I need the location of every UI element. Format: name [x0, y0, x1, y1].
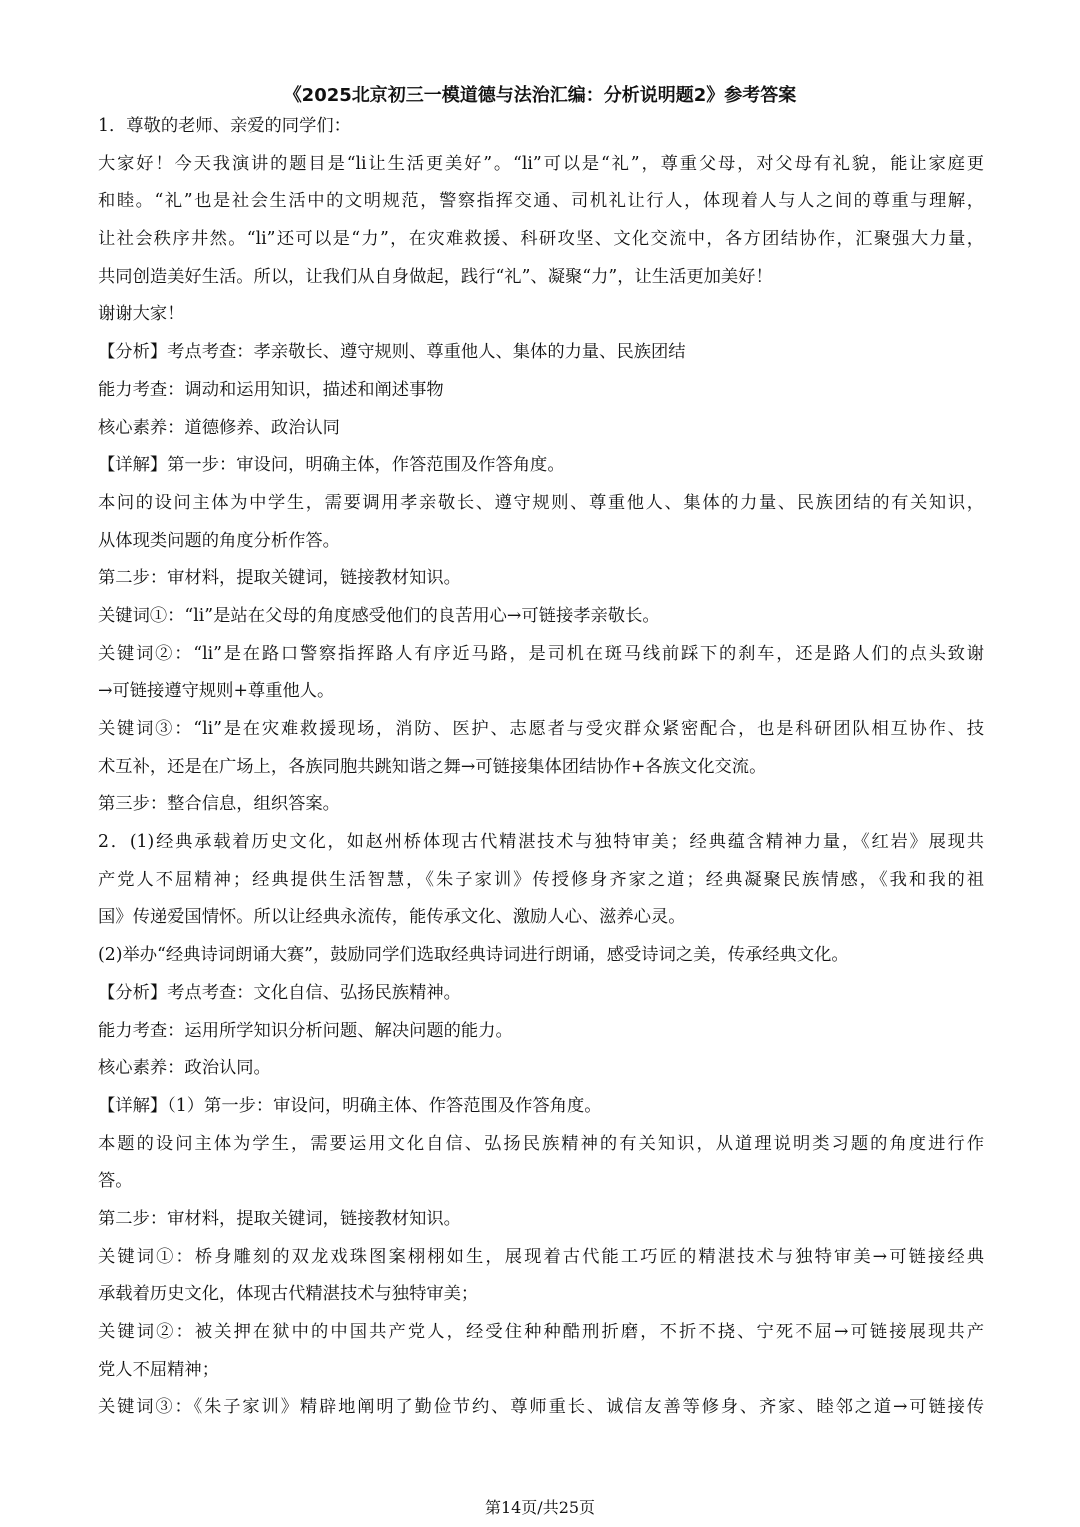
text-line: 和睦。“礼”也是社会生活中的文明规范，警察指挥交通、司机礼让行人，体现着人与人之间的尊重与理解， [98, 191, 984, 212]
text-line: 能力考查：调动和运用知识，描述和阐述事物 [98, 379, 444, 400]
text-line: 第三步：整合信息，组织答案。 [98, 794, 340, 815]
text-line: 党人不屈精神； [98, 1359, 219, 1380]
text-line: 能力考查：运用所学知识分析问题、解决问题的能力。 [98, 1020, 513, 1041]
page-number: 第14页/共25页 [484, 1498, 596, 1517]
text-line: 1．尊敬的老师、亲爱的同学们： [98, 116, 351, 136]
text-line: 关键词①：“li”是站在父母的角度感受他们的良苦用心→可链接孝亲敬长。 [98, 605, 660, 626]
text-line: 核心素养：政治认同。 [98, 1058, 271, 1079]
text-line: 国》传递爱国情怀。所以让经典永流传，能传承文化、激励人心、滋养心灵。 [98, 907, 686, 928]
text-line: 2．(1)经典承载着历史文化，如赵州桥体现古代精湛技术与独特审美；经典蕴含精神力量，《红岩》展现共 [98, 832, 984, 853]
text-line: 大家好！今天我演讲的题目是“li让生活更美好”。“li”可以是“礼”，尊重父母，对父母有礼貌，能让家庭更 [98, 153, 984, 174]
text-line: (2)举办“经典诗词朗诵大赛”，鼓励同学们选取经典诗词进行朗诵，感受诗词之美，传承经典文化。 [98, 945, 849, 966]
text-line: 【详解】（1）第一步：审设问，明确主体、作答范围及作答角度。 [98, 1095, 602, 1116]
document-body [98, 108, 984, 1427]
text-line: 谢谢大家！ [98, 304, 185, 325]
text-line: 承载着历史文化，体现古代精湛技术与独特审美； [98, 1284, 479, 1305]
text-line: 【详解】第一步：审设问，明确主体，作答范围及作答角度。 [98, 455, 565, 476]
text-line: 产党人不屈精神；经典提供生活智慧，《朱子家训》传授修身齐家之道；经典凝聚民族情感，《我和我的祖 [98, 869, 984, 890]
text-line: 关键词②：“li”是在路口警察指挥路人有序近马路，是司机在斑马线前踩下的刹车，还是路人们的点头致谢 [98, 643, 984, 664]
text-line: 关键词③：《朱子家训》精辟地阐明了勤俭节约、尊师重长、诚信友善等修身、齐家、睦邻之道→可链接传 [98, 1397, 984, 1418]
text-line: 第二步：审材料，提取关键词，链接教材知识。 [98, 568, 461, 589]
text-line: →可链接遵守规则+尊重他人。 [98, 681, 335, 702]
text-line: 关键词③：“li”是在灾难救援现场，消防、医护、志愿者与受灾群众紧密配合，也是科研团队相互协作、技 [98, 719, 984, 739]
page-title: 《2025北京初三一模道德与法治汇编：分析说明题2》参考答案 [283, 85, 797, 106]
text-line: 让社会秩序井然。“li”还可以是“力”，在灾难救援、科研攻坚、文化交流中，各方团结协作，汇聚强大力量， [98, 229, 984, 250]
text-line: 从体现类问题的角度分析作答。 [98, 530, 340, 551]
text-line: 核心素养：道德修养、政治认同 [98, 417, 340, 438]
text-line: 答。 [98, 1171, 133, 1192]
text-line: 【分析】考点考查：文化自信、弘扬民族精神。 [98, 982, 461, 1003]
text-line: 关键词①：桥身雕刻的双龙戏珠图案栩栩如生，展现着古代能工巧匠的精湛技术与独特审美→可链接经典 [98, 1246, 984, 1267]
text-line: 共同创造美好生活。所以，让我们从自身做起，践行“礼”、凝聚“力”，让生活更加美好！ [98, 266, 773, 287]
text-line: 关键词②：被关押在狱中的中国共产党人，经受住种种酷刑折磨，不折不挠、宁死不屈→可链接展现共产 [98, 1322, 984, 1342]
text-line: 【分析】考点考查：孝亲敬长、遵守规则、尊重他人、集体的力量、民族团结 [98, 342, 686, 363]
text-line: 第二步：审材料，提取关键词，链接教材知识。 [98, 1208, 461, 1229]
text-line: 本问的设问主体为中学生，需要调用孝亲敬长、遵守规则、尊重他人、集体的力量、民族团结的有关知识， [98, 492, 984, 513]
text-line: 术互补，还是在广场上，各族同胞共跳知谐之舞→可链接集体团结协作+各族文化交流。 [98, 756, 767, 777]
text-line: 本题的设问主体为学生，需要运用文化自信、弘扬民族精神的有关知识，从道理说明类习题的角度进行作 [98, 1133, 984, 1154]
